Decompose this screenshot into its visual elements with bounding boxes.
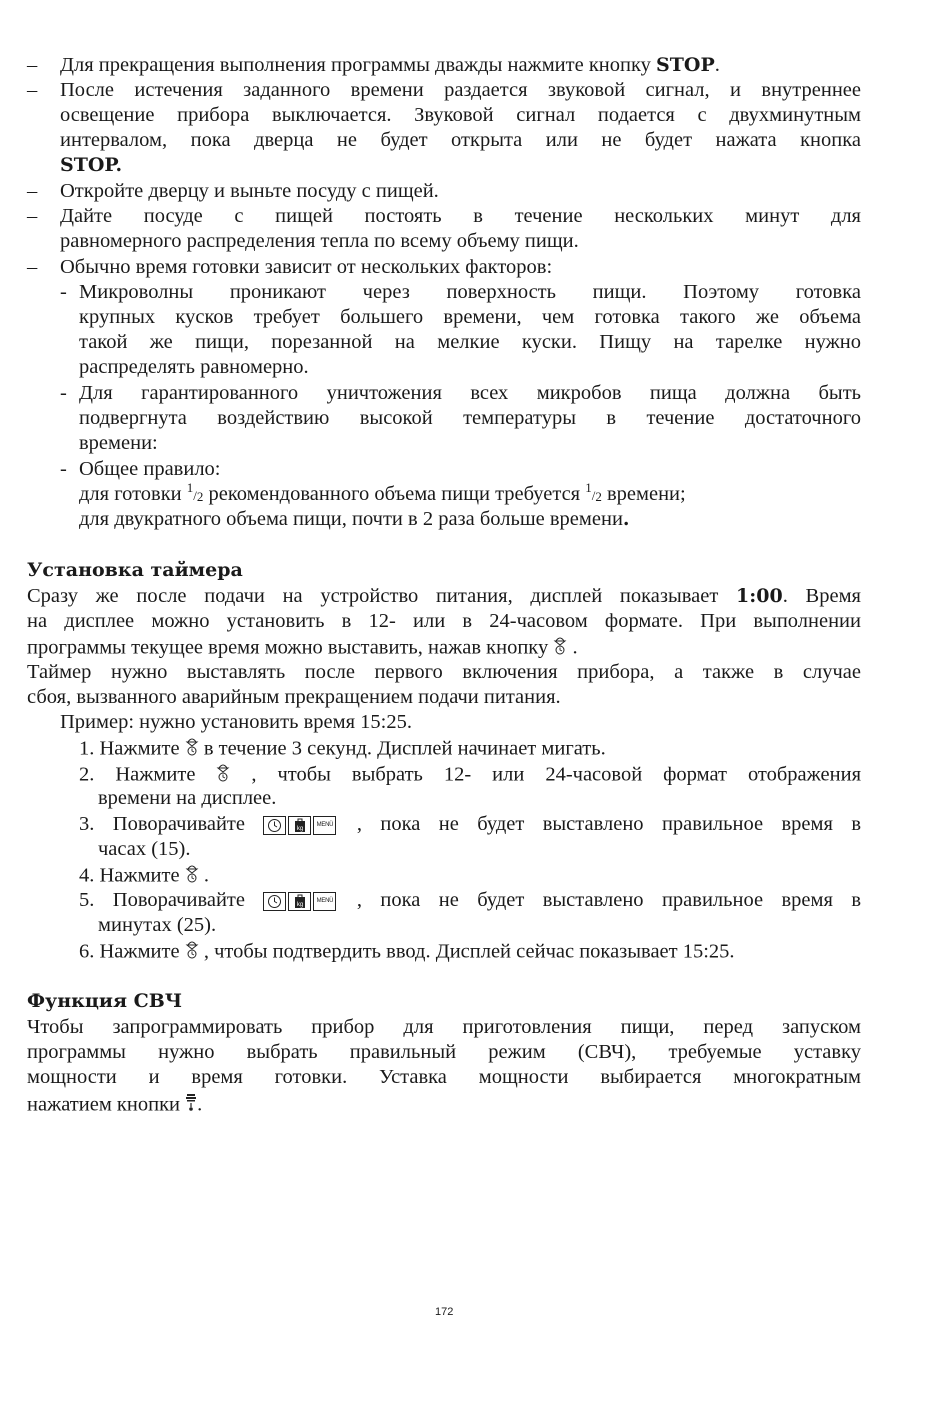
subbullet-dash: -: [60, 281, 67, 303]
power-button-icon: [185, 1091, 197, 1120]
rule-line-1: для готовки 1/2 рекомендованного объема пищи требуется 1/2 времени;: [79, 480, 686, 505]
timer-p2-line-1: Таймер нужно выставлять после первого включения прибора, а также в случае: [27, 661, 861, 683]
fraction-half: 1/2: [585, 480, 602, 504]
subbullet-1-line-4: распределять равномерно.: [79, 356, 309, 378]
bullet-2-line-2: освещение прибора выключается. Звуковой сигнал подается с двухминутным: [60, 104, 861, 126]
subbullet-2-line-2: подвергнута воздействию высокой температуры в течение достаточного: [79, 407, 861, 429]
bullet-4-line-1: Дайте посуде с пищей постоять в течение нескольких минут для: [60, 205, 861, 227]
subbullet-1-line-3: такой же пищи, порезанной на мелкие куски. Пищу на тарелке нужно: [79, 331, 861, 353]
fraction-half: 1/2: [186, 480, 204, 504]
bullet-2-line-3: интервалом, пока дверца не будет открыта или не будет нажата кнопка: [60, 129, 861, 151]
timer-example: Пример: нужно установить время 15:25.: [60, 711, 412, 733]
clock-button-icon: [185, 735, 199, 764]
clock-button-icon: [185, 862, 199, 891]
subbullet-dash: -: [60, 382, 67, 404]
rule-line-2: для двукратного объема пищи, почти в 2 раза больше времени.: [79, 508, 630, 530]
micro-line-3: мощности и время готовки. Уставка мощности выбирается многократным: [27, 1066, 861, 1088]
bullet-2-line-1: После истечения заданного времени раздается звуковой сигнал, и внутреннее: [60, 79, 861, 101]
timer-p1-line-3: программы текущее время можно выставить, нажав кнопку .: [27, 634, 578, 663]
dial-knob-icon: [263, 816, 338, 835]
micro-line-1: Чтобы запрограммировать прибор для приготовления пищи, перед запуском: [27, 1016, 861, 1038]
svg-text:kg: kg: [296, 825, 304, 832]
bullet-3: Откройте дверцу и выньте посуду с пищей.: [60, 180, 439, 202]
dial-weight-icon: [288, 892, 311, 911]
bullet-5: Обычно время готовки зависит от нескольких факторов:: [60, 256, 553, 278]
step-5-line-2: минутах (25).: [98, 914, 217, 936]
subbullet-dash: -: [60, 458, 67, 480]
timer-p2-line-2: сбоя, вызванного аварийным прекращением подачи питания.: [27, 686, 561, 708]
step-3-line-2: часах (15).: [98, 838, 191, 860]
bullet-4-line-2: равномерного распределения тепла по всему объему пищи.: [60, 230, 579, 252]
svg-text:kg: kg: [296, 901, 304, 908]
clock-button-icon: [185, 938, 199, 967]
timer-p1-line-1: Сразу же после подачи на устройство питания, дисплей показывает 1:00. Время: [27, 585, 861, 607]
bullet-dash: –: [27, 205, 38, 227]
bullet-2-line-4: STOP.: [60, 154, 123, 176]
dial-clock-icon: [263, 816, 286, 835]
dial-weight-icon: [288, 816, 311, 835]
section-heading-timer: Установка таймера: [27, 559, 243, 581]
step-2-line-1: 2. Нажмите , чтобы выбрать 12- или 24-часовой формат отображения: [79, 761, 861, 790]
subbullet-2-line-3: времени:: [79, 432, 158, 454]
step-1: 1. Нажмите в течение 3 секунд. Дисплей начинает мигать.: [79, 735, 606, 764]
step-3-line-1: 3. Поворачивайте kg MENÜ , пока не будет выставлено правильное время в: [79, 813, 861, 835]
bullet-dash: –: [27, 256, 38, 278]
subbullet-1-line-2: крупных кусков требует большего времени, чем готовка такого же объема: [79, 306, 861, 328]
subbullet-1-line-1: Микроволны проникают через поверхность пищи. Поэтому готовка: [79, 281, 861, 303]
bullet-1: Для прекращения выполнения программы дважды нажмите кнопку STOP.: [60, 54, 720, 76]
micro-line-2: программы нужно выбрать правильный режим (СВЧ), требуемые уставку: [27, 1041, 861, 1063]
dial-clock-icon: [263, 892, 286, 911]
clock-button-icon: [553, 634, 567, 663]
bullet-dash: –: [27, 54, 38, 76]
step-6: 6. Нажмите , чтобы подтвердить ввод. Дисплей сейчас показывает 15:25.: [79, 938, 735, 967]
dial-menu-icon: MENÜ: [313, 816, 336, 835]
page-number: 172: [435, 1306, 454, 1318]
step-4: 4. Нажмите .: [79, 862, 209, 891]
subbullet-2-line-1: Для гарантированного уничтожения всех микробов пища должна быть: [79, 382, 861, 404]
subbullet-3: Общее правило:: [79, 458, 221, 480]
timer-p1-line-2: на дисплее можно установить в 12- или в 24-часовом формате. При выполнении: [27, 610, 861, 632]
micro-line-4: нажатием кнопки .: [27, 1091, 202, 1120]
bullet-dash: –: [27, 79, 38, 101]
bullet-dash: –: [27, 180, 38, 202]
step-2-line-2: времени на дисплее.: [98, 787, 277, 809]
dial-menu-icon: MENÜ: [313, 892, 336, 911]
section-heading-microwave: Функция СВЧ: [27, 990, 183, 1012]
dial-knob-icon: [263, 892, 338, 911]
step-5-line-1: 5. Поворачивайте kg MENÜ , пока не будет выставлено правильное время в: [79, 889, 861, 911]
